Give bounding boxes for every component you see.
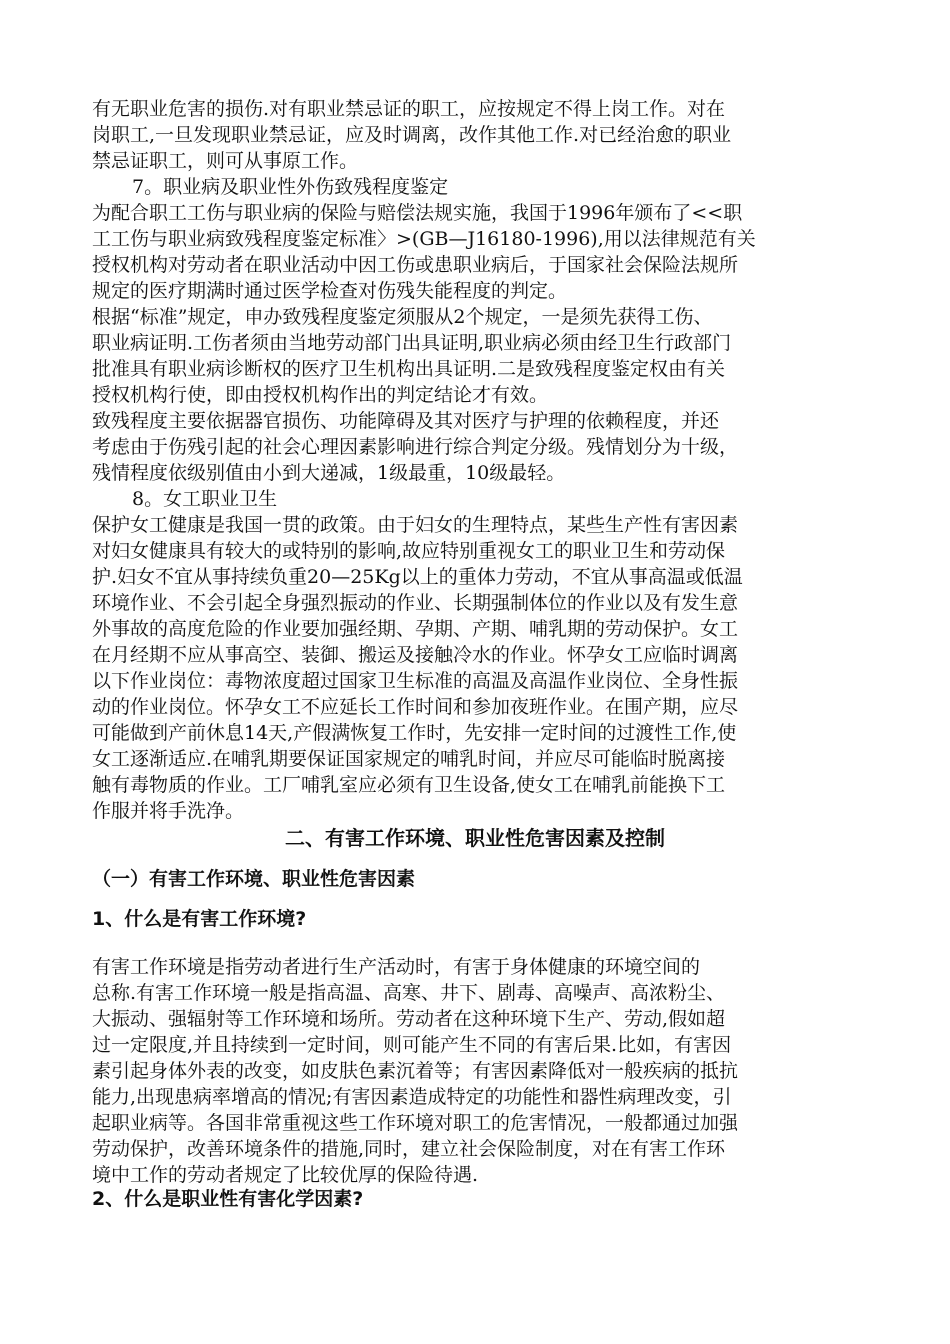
text-line: 动的作业岗位。怀孕女工不应延长工作时间和参加夜班作业。在围产期，应尽 — [92, 696, 739, 718]
text-line: 对妇女健康具有较大的或特别的影响,故应特别重视女工的职业卫生和劳动保 — [92, 540, 726, 562]
text-line: 授权机构对劳动者在职业活动中因工伤或患职业病后，于国家社会保险法规所 — [92, 254, 739, 276]
text-line: 女工逐渐适应.在哺乳期要保证国家规定的哺乳时间，并应尽可能临时脱离接 — [92, 748, 726, 770]
item-8-title: 8。女工职业卫生 — [132, 488, 278, 510]
paragraph-harmful-environment — [92, 954, 860, 1188]
text-line: 起职业病等。各国非常重视这些工作环境对职工的危害情况，一般都通过加强 — [92, 1112, 739, 1134]
paragraph-grading-basis — [92, 408, 860, 486]
text-line: 规定的医疗期满时通过医学检查对伤残失能程度的判定。 — [92, 280, 568, 302]
text-line: 可能做到产前休息14天,产假满恢复工作时，先安排一定时间的过渡性工作,使 — [92, 722, 737, 744]
paragraph-appraisal-rules — [92, 304, 860, 408]
text-line: 授权机构行使，即由授权机构作出的判定结论才有效。 — [92, 384, 549, 406]
text-line: 境中工作的劳动者规定了比较优厚的保险待遇. — [92, 1164, 479, 1186]
text-line: 禁忌证职工，则可从事原工作。 — [92, 150, 359, 172]
text-line: 作服并将手洗净。 — [92, 800, 245, 822]
text-line: 批准具有职业病诊断权的医疗卫生机构出具证明.二是致残程度鉴定权由有关 — [92, 358, 726, 380]
text-line: 在月经期不应从事高空、装御、搬运及接触冷水的作业。怀孕女工应临时调离 — [92, 644, 739, 666]
question-2-heading: 2、什么是职业性有害化学因素? — [92, 1188, 364, 1210]
text-line: 外事故的高度危险的作业要加强经期、孕期、产期、哺乳期的劳动保护。女工 — [92, 618, 739, 640]
text-line: 大振动、强辐射等工作环境和场所。劳动者在这种环境下生产、劳动,假如超 — [92, 1008, 726, 1030]
text-line: 工工伤与职业病致残程度鉴定标准〉>(GB—J16180-1996),用以法律规范有关 — [92, 228, 756, 250]
text-line: 岗职工,一旦发现职业禁忌证，应及时调离，改作其他工作.对已经治愈的职业 — [92, 124, 732, 146]
text-line: 能力,出现患病率增高的情况;有害因素造成特定的功能性和器性病理改变，引 — [92, 1086, 732, 1108]
subsection-1-heading: （一）有害工作环境、职业性危害因素 — [92, 868, 416, 890]
paragraph-occupational-contraindication — [92, 96, 860, 174]
text-line: 触有毒物质的作业。工厂哺乳室应必须有卫生设备,使女工在哺乳前能换下工 — [92, 774, 726, 796]
text-line: 总称.有害工作环境一般是指高温、高寒、井下、剧毒、高噪声、高浓粉尘、 — [92, 982, 726, 1004]
text-line: 环境作业、不会引起全身强烈振动的作业、长期强制体位的作业以及有发生意 — [92, 592, 739, 614]
text-line: 为配合职工工伤与职业病的保险与赔偿法规实施，我国于1996年颁布了<<职 — [92, 202, 743, 224]
paragraph-disability-standard — [92, 200, 860, 304]
text-line: 残情程度依级别值由小到大递减，1级最重，10级最轻。 — [92, 462, 566, 484]
text-line: 素引起身体外表的改变，如皮肤色素沉着等；有害因素降低对一般疾病的抵抗 — [92, 1060, 739, 1082]
text-line: 过一定限度,并且持续到一定时间，则可能产生不同的有害后果.比如，有害因 — [92, 1034, 732, 1056]
text-line: 劳动保护，改善环境条件的措施,同时，建立社会保险制度，对在有害工作环 — [92, 1138, 726, 1160]
text-line: 有无职业危害的损伤.对有职业禁忌证的职工，应按规定不得上岗工作。对在 — [92, 98, 726, 120]
section-2-heading: 二、有害工作环境、职业性危害因素及控制 — [285, 826, 665, 850]
item-7-title: 7。职业病及职业性外伤致残程度鉴定 — [132, 176, 449, 198]
text-line: 致残程度主要依据器官损伤、功能障碍及其对医疗与护理的依赖程度，并还 — [92, 410, 720, 432]
text-line: 职业病证明.工伤者须由当地劳动部门出具证明,职业病必须由经卫生行政部门 — [92, 332, 732, 354]
paragraph-female-worker-health — [92, 512, 860, 824]
text-line: 保护女工健康是我国一贯的政策。由于妇女的生理特点，某些生产性有害因素 — [92, 514, 739, 536]
text-line: 有害工作环境是指劳动者进行生产活动时，有害于身体健康的环境空间的 — [92, 956, 701, 978]
text-line: 根据“标准”规定，申办致残程度鉴定须服从2个规定，一是须先获得工伤、 — [92, 306, 713, 328]
text-line: 以下作业岗位：毒物浓度超过国家卫生标准的高温及高温作业岗位、全身性振 — [92, 670, 739, 692]
text-line: 考虑由于伤残引起的社会心理因素影响进行综合判定分级。残情划分为十级， — [92, 436, 739, 458]
text-line: 护.妇女不宜从事持续负重20—25Kg以上的重体力劳动，不宜从事高温或低温 — [92, 566, 743, 588]
question-1-heading: 1、什么是有害工作环境? — [92, 908, 307, 930]
